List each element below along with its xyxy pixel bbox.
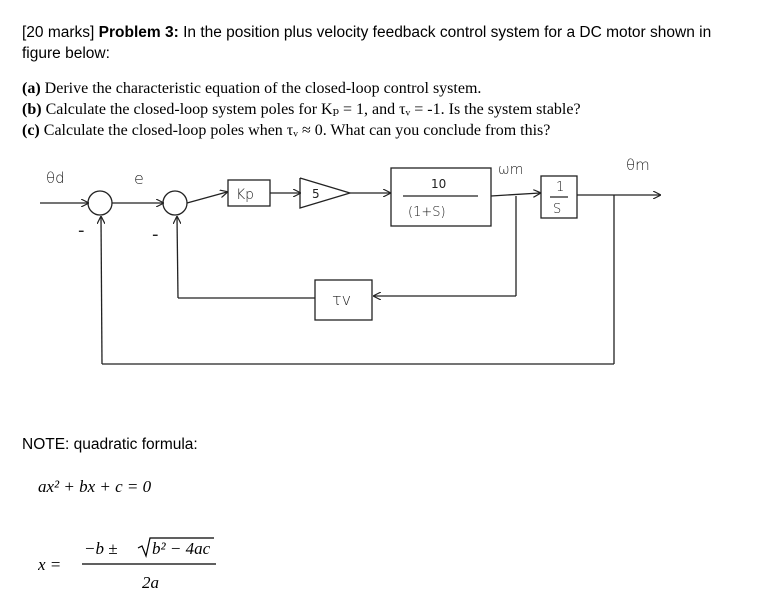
quadratic-equation: ax² + bx + c = 0 [38,477,152,496]
marks-label: [20 marks] [22,24,95,41]
summing-junction-1 [88,191,112,215]
part-c-text: Calculate the closed-loop poles when τᵥ ≈ 0. What can you conclude from this? [43,122,551,139]
formula-denominator: 2a [142,573,159,591]
sum2-minus: - [152,224,159,245]
output-label: θm [626,156,650,174]
part-a-text: Derive the characteristic equation of the closed-loop control system. [44,80,482,97]
error-label: e [134,169,144,188]
integrator-denominator: S [553,202,562,217]
sum2-to-kp-arrow [187,192,227,203]
question-parts [22,78,742,141]
formula-lhs: x = [38,555,62,574]
summing-junction-2 [163,191,187,215]
sum1-minus: - [78,220,85,241]
part-b [22,99,742,120]
gain-label: 5 [312,187,320,201]
kp-label: Kp [236,187,255,203]
plant-denominator: (1+S) [408,205,446,220]
gain-triangle [300,178,350,208]
feedback-tau-label: τv [332,290,352,309]
part-a-tag: (a) [22,80,41,97]
problem-header [22,22,742,64]
part-b-text: Calculate the closed-loop system poles for Kₚ = 1, and τᵥ = -1. Is the system stable? [45,101,581,118]
part-c [22,120,742,141]
integrator-numerator: 1 [556,180,565,195]
input-label: θd [46,169,65,187]
plant-numerator: 10 [431,177,447,191]
part-b-tag: (b) [22,101,42,118]
block-diagram [0,150,757,380]
quadratic-formula [38,536,238,591]
formula-numerator-left: −b ± [84,539,118,558]
position-to-sum1-arrow [101,217,102,364]
problem-statement: In the position plus velocity feedback control system for a DC motor shown in figure below: [22,24,712,62]
tau-to-sum2-arrow [177,217,178,298]
formula-radicand: b² − 4ac [152,539,211,558]
plant-to-integrator-arrow [491,193,540,196]
part-c-tag: (c) [22,122,40,139]
part-a [22,78,742,99]
problem-number: Problem 3: [98,24,179,41]
omega-label: ωm [498,162,524,178]
note-title: NOTE: quadratic formula: [22,436,198,453]
